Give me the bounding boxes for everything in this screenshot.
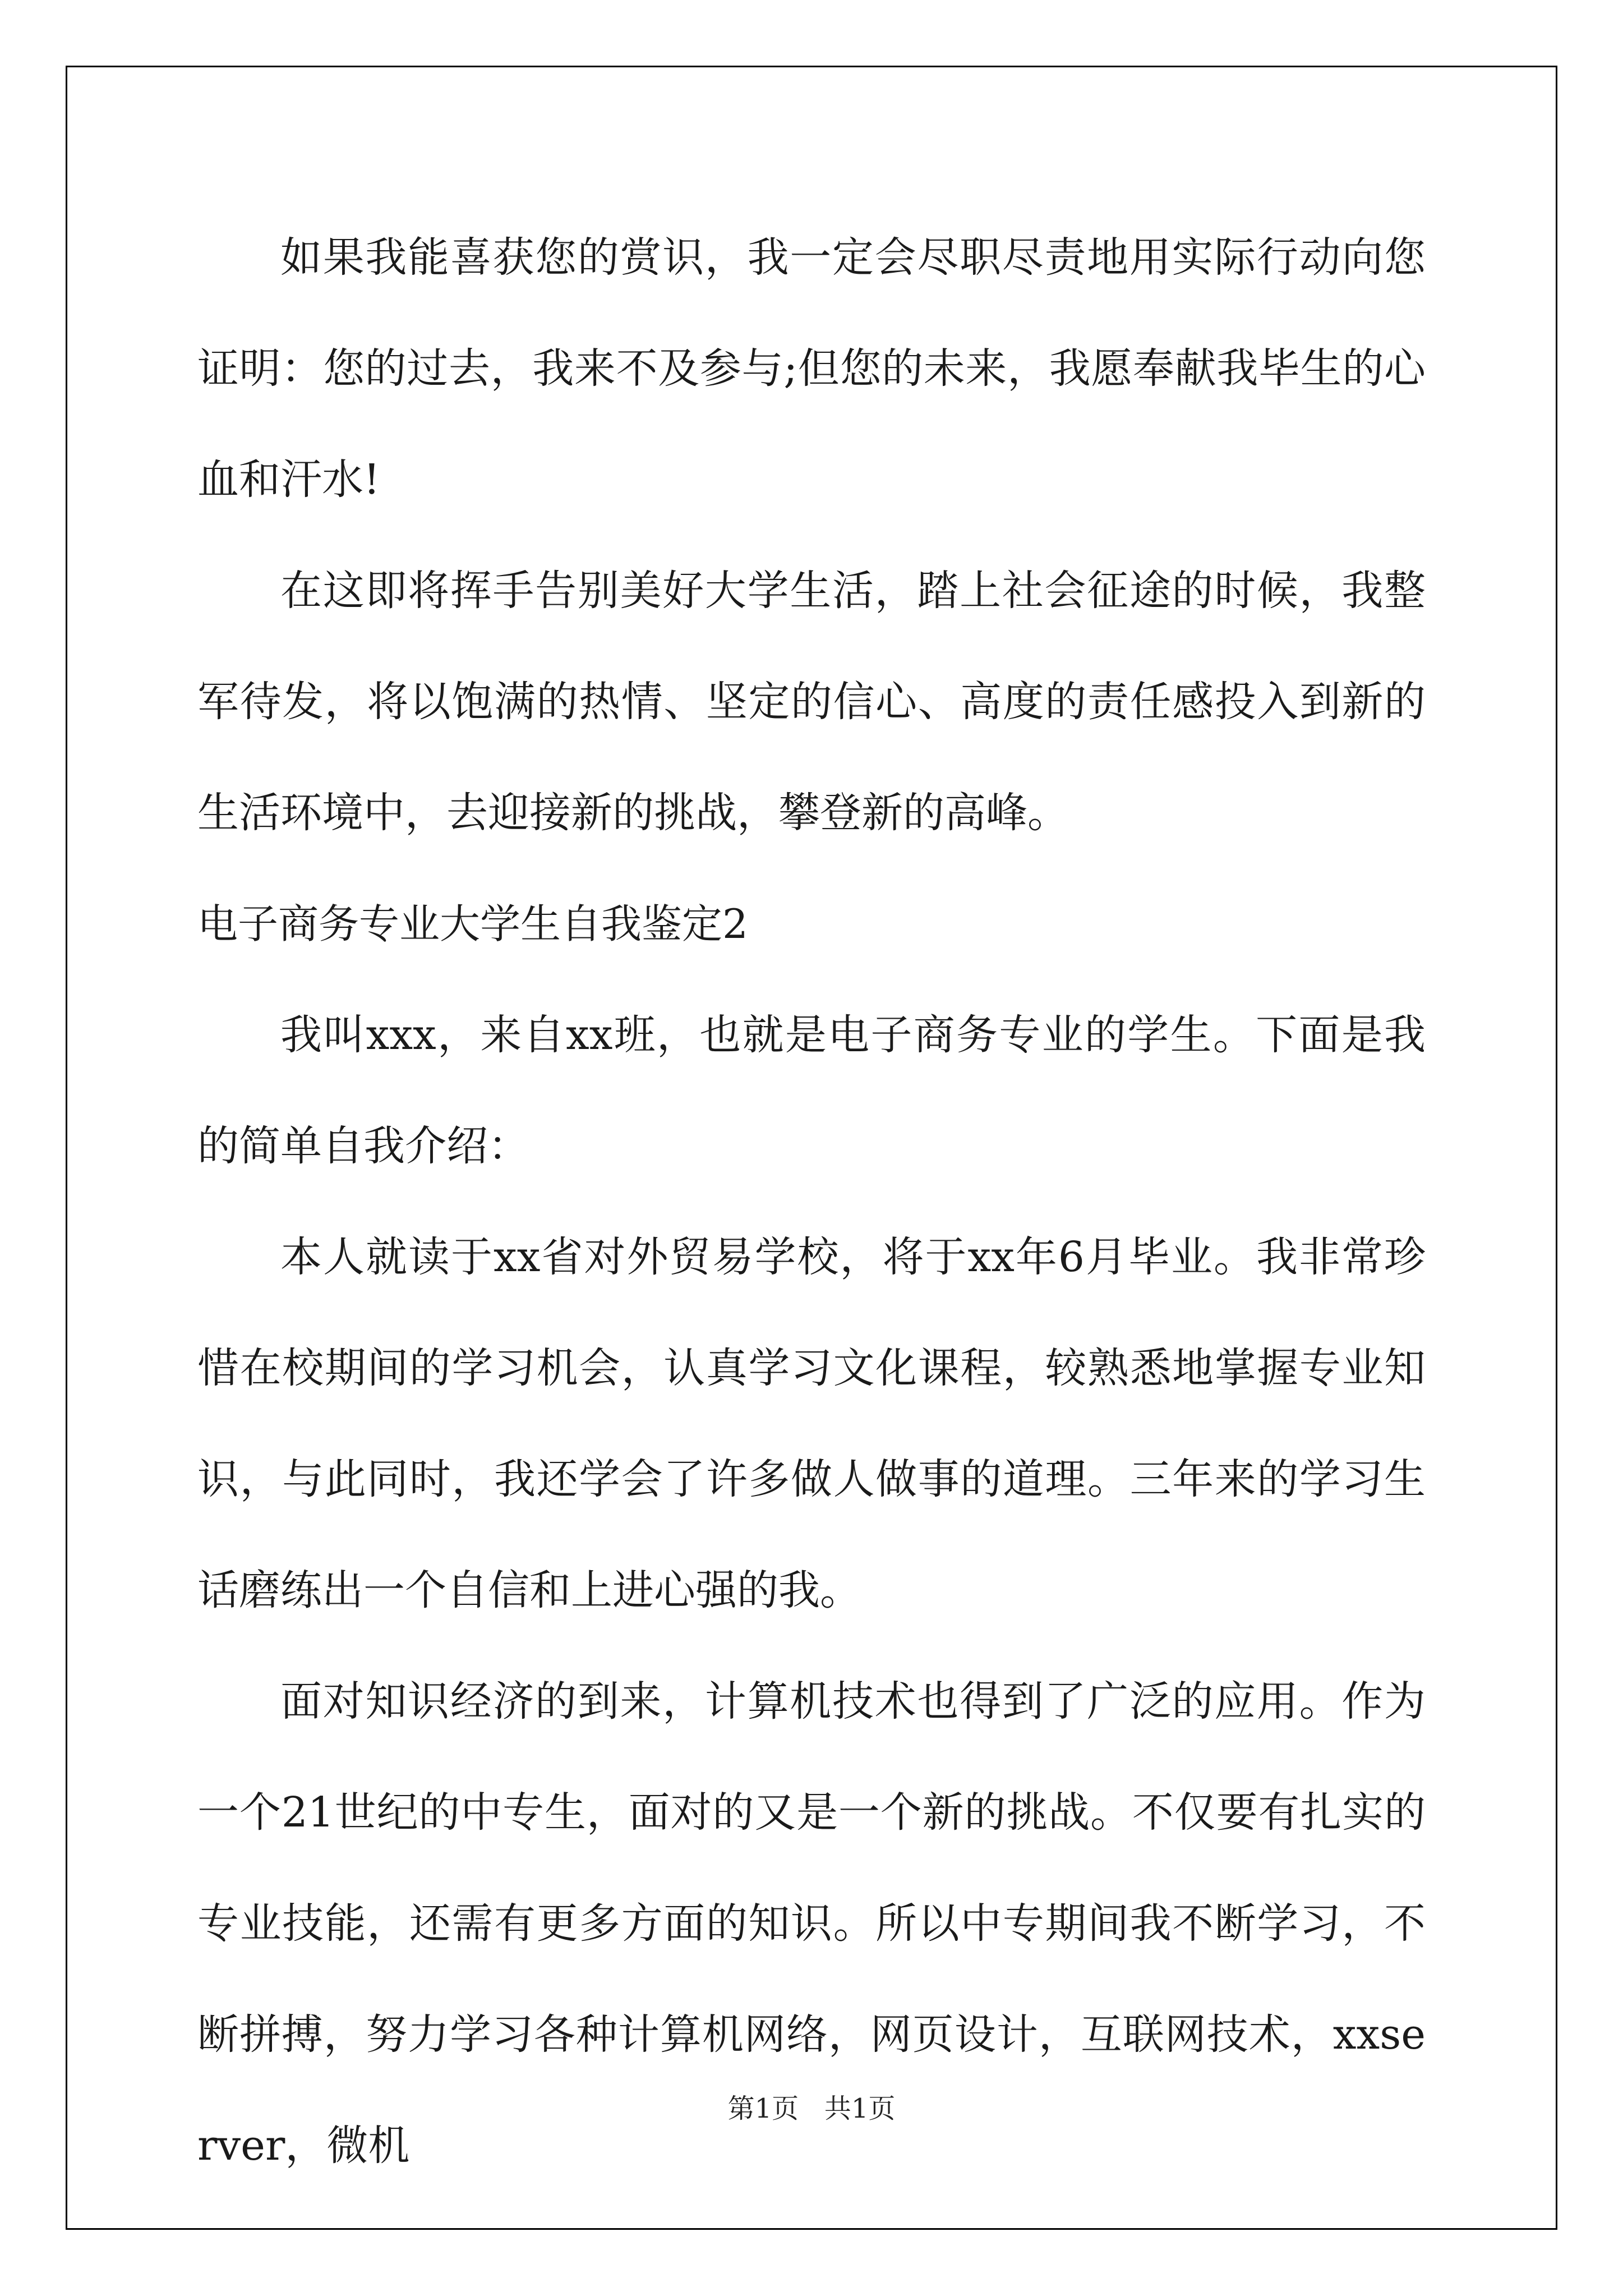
paragraph: 本人就读于xx省对外贸易学校，将于xx年6月毕业。我非常珍惜在校期间的学习机会，认真学习文化课程，较熟悉地掌握专业知识，与此同时，我还学会了许多做人做事的道理。三年来的学习生话磨练出一个自信和上进心强的我。: [197, 1233, 1426, 1614]
section-heading: 电子商务专业大学生自我鉴定2: [197, 900, 748, 947]
paragraph: 如果我能喜获您的赏识，我一定会尽职尽责地用实际行动向您证明：您的过去，我来不及参与;但您的未来，我愿奉献我毕生的心血和汗水!: [197, 233, 1426, 504]
paragraph: 在这即将挥手告别美好大学生活，踏上社会征途的时候，我整军待发，将以饱满的热情、坚定的信心、高度的责任感投入到新的生活环境中，去迎接新的挑战，攀登新的高峰。: [197, 567, 1426, 837]
paragraph: 面对知识经济的到来，计算机技术也得到了广泛的应用。作为一个21世纪的中专生，面对的又是一个新的挑战。不仅要有扎实的专业技能，还需有更多方面的知识。所以中专期间我不断学习，不断拼搏，努力学习各种计算机网络，网页设计，互联网技术，xxserver，微机: [197, 1677, 1426, 2170]
document-body: [197, 202, 1426, 2201]
page-footer: 第1页 共1页: [727, 2093, 896, 2124]
paragraph: 我叫xxx，来自xx班，也就是电子商务专业的学生。下面是我的简单自我介绍：: [197, 1011, 1426, 1170]
